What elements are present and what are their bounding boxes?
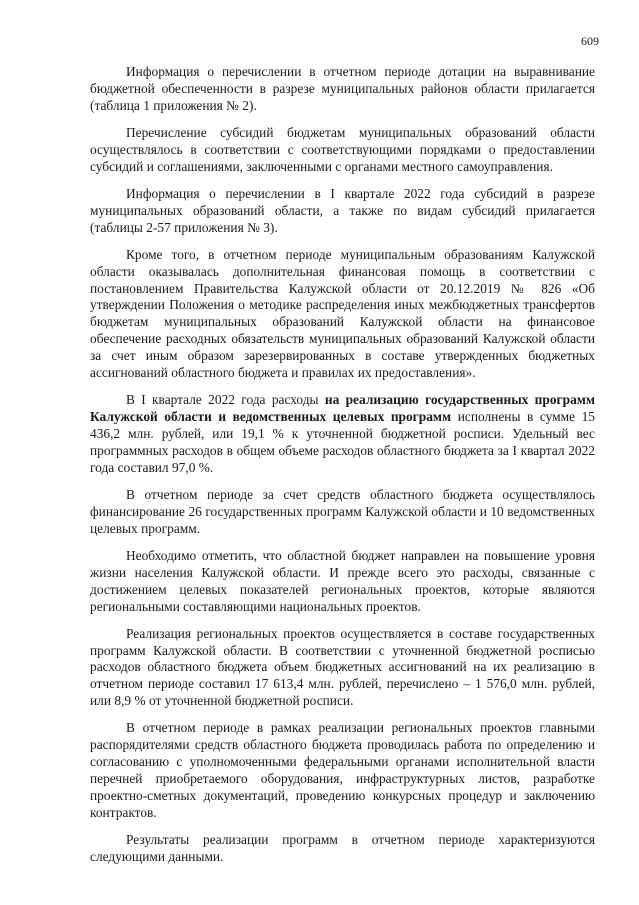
paragraph-7 — [90, 548, 595, 616]
text-segment: Перечисление субсидий бюджетам муниципальных образований области осуществлялось в соответствии с соответствующими порядками о предоставлении субсидий и соглашениями, заключенными с органами местного самоуправления. — [90, 124, 595, 174]
text-segment: В отчетном периоде в рамках реализации региональных проектов главными распорядителями средств областного бюджета проводилась работа по определению и согласованию с уполномоченными федеральными органами исполнительной власти перечней приобретаемого оборудования, инфраструктурных листов, разработке проектно-сметных документаций, проведению конкурсных процедур и заключению контрактов. — [90, 720, 595, 820]
paragraph-1 — [90, 64, 595, 115]
paragraph-8 — [90, 626, 595, 711]
document-body — [90, 64, 595, 876]
text-segment: Информация о перечислении в отчетном периоде дотации на выравнивание бюджетной обеспеченности в разрезе муниципальных районов области прилагается (таблица 1 приложения № 2). — [90, 64, 595, 113]
paragraph-4 — [90, 247, 595, 382]
text-segment: В I квартале 2022 года расходы — [126, 392, 325, 408]
page-number: 609 — [581, 34, 599, 48]
paragraph-9 — [90, 720, 595, 821]
paragraph-6 — [90, 487, 595, 538]
text-segment: В отчетном периоде за счет средств областного бюджета осуществлялось финансирование 26 государственных программ Калужской области и 10 ведомственных целевых программ. — [90, 486, 595, 536]
paragraph-3 — [90, 186, 595, 237]
paragraph-2 — [90, 125, 595, 176]
text-segment: Информация о перечислении в I квартале 2022 года субсидий в разрезе муниципальных образований области, а также по видам субсидий прилагается (таблицы 2-57 приложения № 3). — [90, 185, 595, 235]
paragraph-10 — [90, 832, 595, 866]
text-segment: Реализация региональных проектов осуществляется в составе государственных программ Калужской области. В соответствии с уточненной бюджетной росписью расходов областного бюджета объем бюджетных ассигнований на их реализацию в отчетном периоде составил 17 613,4 млн. рублей, перечислено – 1 576,0 млн. рублей, или 8,9 % от уточненной бюджетной росписи. — [90, 625, 595, 709]
bold-text-segment: на реализацию государственных программ Калужской области и ведомственных целевых программ — [90, 392, 596, 425]
text-segment: Результаты реализации программ в отчетном периоде характеризуются следующими данными. — [90, 831, 595, 864]
paragraph-5 — [90, 392, 595, 477]
text-segment: Необходимо отметить, что областной бюджет направлен на повышение уровня жизни населения Калужской области. И прежде всего это расходы, связанные с достижением целевых показателей региональных проектов, которые являются региональными составляющими национальных проектов. — [90, 547, 595, 614]
text-segment: Кроме того, в отчетном периоде муниципальным образованиям Калужской области оказывалась дополнительная финансовая помощь в соответствии с постановлением Правительства Калужской области от 20.12.2019 № 826 «Об утверждении Положения о методике распределения иных межбюджетных трансфертов бюджетам муниципальных образований Калужской области на финансовое обеспечение расходных обязательств муниципальных образований Калужской области за счет иным образом зарезервированных в составе утвержденных бюджетных ассигнований областного бюджета и правилах их предоставления». — [90, 246, 595, 381]
text-segment: исполнены в сумме 15 436,2 млн. рублей, или 19,1 % к уточненной бюджетной росписи. Удельный вес программных расходов в общем объеме расходов областного бюджета за I квартал 2022 года составил 97,0 %. — [90, 409, 596, 475]
